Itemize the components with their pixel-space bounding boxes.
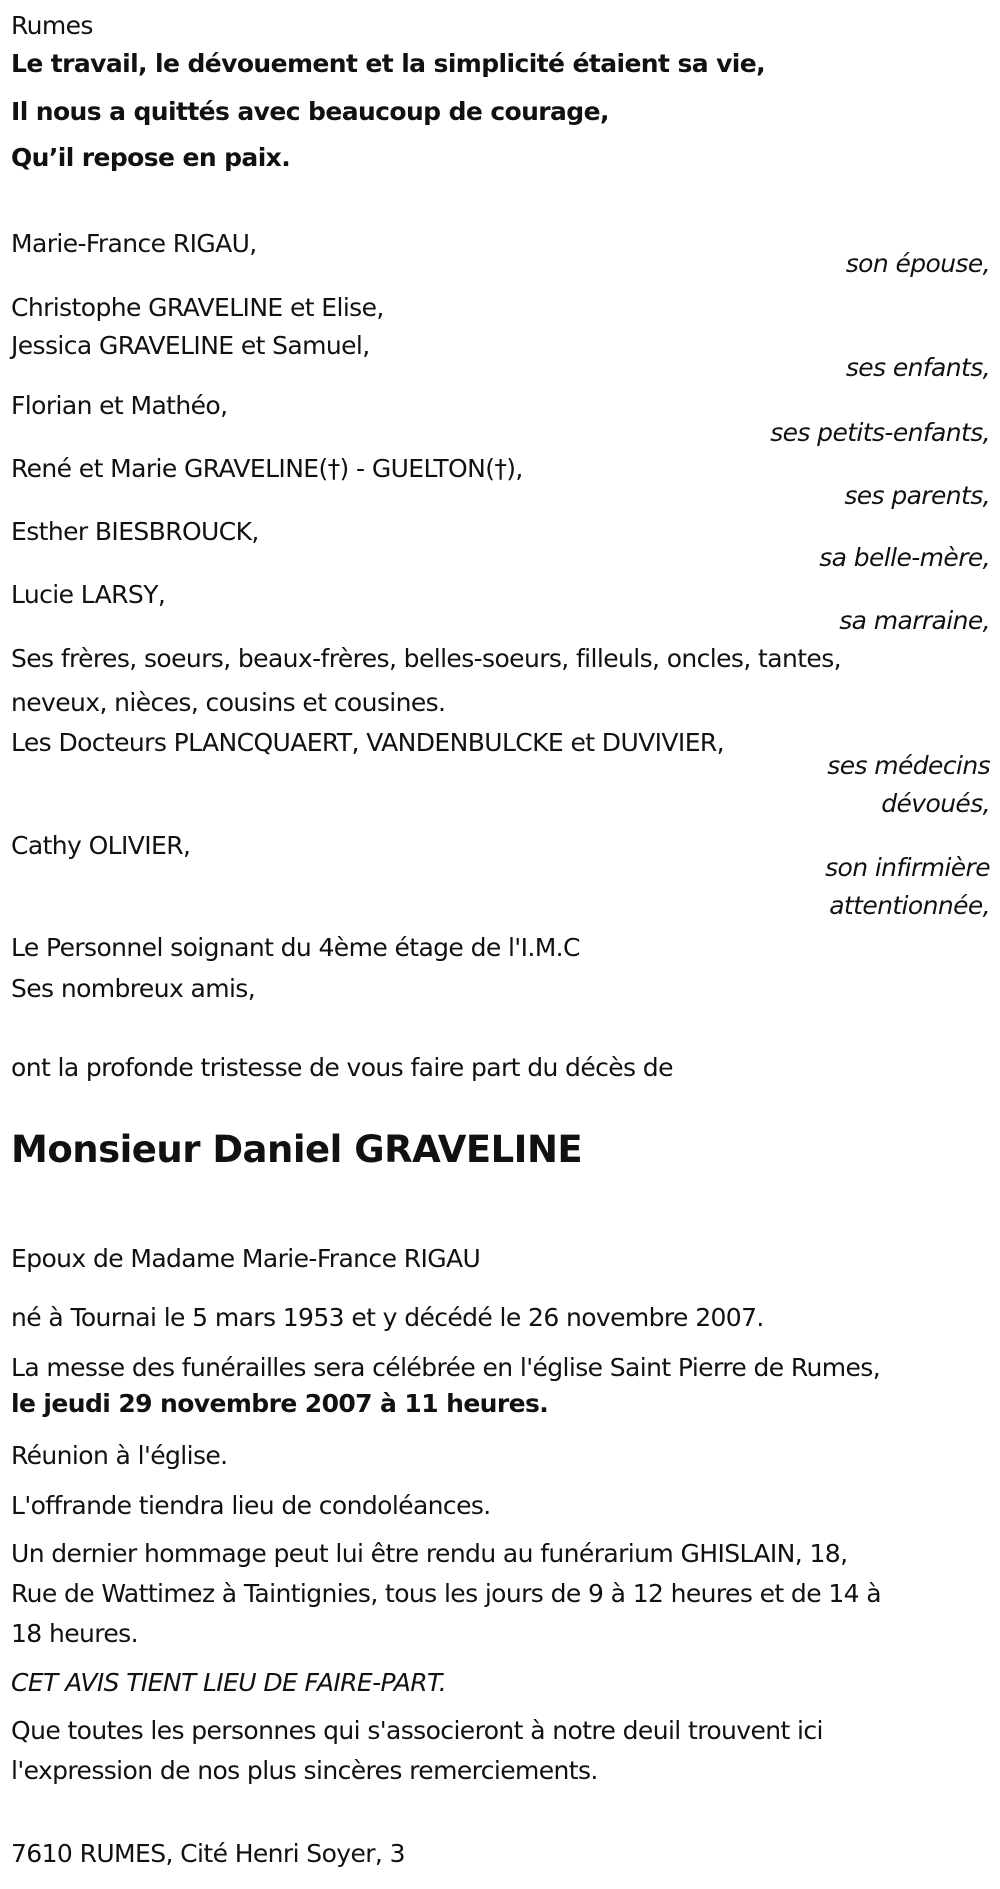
family-relation: ses enfants, [845,353,990,382]
verse-line-3: Qu’il repose en paix. [11,143,291,172]
location: Rumes [11,11,93,40]
notice-text: CET AVIS TIENT LIEU DE FAIRE-PART. [11,1668,447,1697]
funeral-meeting: Réunion à l'église. [11,1441,228,1470]
spouse-line: Epoux de Madame Marie-France RIGAU [11,1244,481,1273]
funeral-tribute-line: 18 heures. [11,1619,138,1648]
family-relation: son infirmière [825,853,990,882]
family-name: Christophe GRAVELINE et Elise, [11,293,384,322]
family-name: Lucie LARSY, [11,580,166,609]
family-name: Ses nombreux amis, [11,974,256,1003]
funeral-tribute-line: Rue de Wattimez à Taintignies, tous les jours de 9 à 12 heures et de 14 à [11,1579,882,1608]
family-relation: son épouse, [845,249,990,278]
address: 7610 RUMES, Cité Henri Soyer, 3 [11,1839,405,1868]
family-relation: attentionnée, [829,891,990,920]
thanks-line: Que toutes les personnes qui s'associeront à notre deuil trouvent ici [11,1716,823,1745]
family-name: Ses frères, soeurs, beaux-frères, belles-soeurs, filleuls, oncles, tantes, [11,644,841,673]
funeral-mass: La messe des funérailles sera célébrée en l'église Saint Pierre de Rumes, [11,1353,881,1382]
verse-line-1: Le travail, le dévouement et la simplicité étaient sa vie, [11,49,766,78]
announcement-text: ont la profonde tristesse de vous faire part du décès de [11,1053,673,1082]
family-relation: dévoués, [881,789,990,818]
family-relation: sa marraine, [839,606,990,635]
family-name: Marie-France RIGAU, [11,229,257,258]
family-name: Florian et Mathéo, [11,391,228,420]
family-name: Cathy OLIVIER, [11,831,191,860]
family-relation: sa belle-mère, [819,543,990,572]
family-relation: ses médecins [827,751,990,780]
family-name: Esther BIESBROUCK, [11,517,259,546]
family-relation: ses petits-enfants, [770,418,990,447]
funeral-datetime: le jeudi 29 novembre 2007 à 11 heures. [11,1389,549,1418]
deceased-name: Monsieur Daniel GRAVELINE [11,1128,583,1171]
family-name: René et Marie GRAVELINE(†) - GUELTON(†), [11,454,523,483]
funeral-tribute-line: Un dernier hommage peut lui être rendu au funérarium GHISLAIN, 18, [11,1539,848,1568]
family-relation: ses parents, [844,481,990,510]
funeral-offering: L'offrande tiendra lieu de condoléances. [11,1491,491,1520]
verse-line-2: Il nous a quittés avec beaucoup de courage, [11,97,609,126]
family-name: Le Personnel soignant du 4ème étage de l'I.M.C [11,933,580,962]
family-name: Les Docteurs PLANCQUAERT, VANDENBULCKE et DUVIVIER, [11,728,725,757]
thanks-line: l'expression de nos plus sincères remerciements. [11,1756,598,1785]
birth-death-line: né à Tournai le 5 mars 1953 et y décédé le 26 novembre 2007. [11,1303,764,1332]
family-name: neveux, nièces, cousins et cousines. [11,688,446,717]
family-name: Jessica GRAVELINE et Samuel, [11,331,370,360]
